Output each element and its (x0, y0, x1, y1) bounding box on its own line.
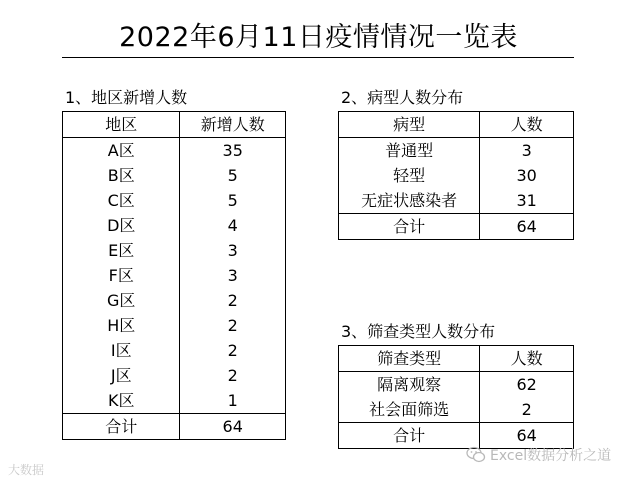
total-row (63, 414, 286, 440)
table-row (63, 263, 286, 288)
region-cell: A区 (63, 138, 180, 164)
count-cell: 3 (180, 238, 286, 263)
count-cell: 3 (480, 138, 574, 164)
total-value: 64 (480, 423, 574, 449)
region-cell: E区 (63, 238, 180, 263)
table-header-row (339, 346, 574, 372)
count-cell: 62 (480, 372, 574, 398)
region-cell: H区 (63, 313, 180, 338)
case-type-table (338, 111, 574, 240)
column-header: 筛查类型 (339, 346, 480, 372)
table-row (63, 388, 286, 414)
count-cell: 35 (180, 138, 286, 164)
count-cell: 3 (180, 263, 286, 288)
count-cell: 2 (180, 313, 286, 338)
table-row (63, 188, 286, 213)
count-cell: 31 (480, 188, 574, 214)
region-cell: J区 (63, 363, 180, 388)
count-cell: 2 (180, 288, 286, 313)
table-row (63, 163, 286, 188)
count-cell: 2 (480, 397, 574, 423)
total-row (339, 214, 574, 240)
region-table (62, 111, 286, 440)
total-label: 合计 (339, 214, 480, 240)
region-cell: D区 (63, 213, 180, 238)
total-value: 64 (180, 414, 286, 440)
table-row (339, 372, 574, 398)
table-row (63, 313, 286, 338)
table-row (63, 288, 286, 313)
region-cell: K区 (63, 388, 180, 414)
case-type-cell: 普通型 (339, 138, 480, 164)
region-cell: F区 (63, 263, 180, 288)
region-cell: B区 (63, 163, 180, 188)
table-row (339, 138, 574, 164)
region-cell: C区 (63, 188, 180, 213)
table-row (339, 397, 574, 423)
case-type-cell: 轻型 (339, 163, 480, 188)
table-header-row (63, 112, 286, 138)
column-header: 人数 (480, 346, 574, 372)
table-row (63, 138, 286, 164)
count-cell: 2 (180, 338, 286, 363)
table-row (63, 363, 286, 388)
watermark-right-text: Excel数据分析之道 (490, 448, 612, 464)
count-cell: 4 (180, 213, 286, 238)
case-type-cell: 无症状感染者 (339, 188, 480, 214)
table-row (63, 238, 286, 263)
region-cell: I区 (63, 338, 180, 363)
screening-type-cell: 隔离观察 (339, 372, 480, 398)
wechat-icon (466, 446, 486, 464)
watermark-right (466, 445, 611, 465)
table-row (63, 338, 286, 363)
table-row (63, 213, 286, 238)
screening-table (338, 345, 574, 449)
column-header: 人数 (480, 112, 574, 138)
count-cell: 2 (180, 363, 286, 388)
count-cell: 1 (180, 388, 286, 414)
section-title-screening: 3、筛查类型人数分布 (341, 322, 496, 341)
watermark-left: 大数据 (8, 463, 45, 477)
table-row (339, 163, 574, 188)
total-label: 合计 (339, 423, 480, 449)
count-cell: 30 (480, 163, 574, 188)
region-cell: G区 (63, 288, 180, 313)
section-title-region: 1、地区新增人数 (65, 88, 188, 107)
total-label: 合计 (63, 414, 180, 440)
table-header-row (339, 112, 574, 138)
column-header: 病型 (339, 112, 480, 138)
count-cell: 5 (180, 188, 286, 213)
column-header: 新增人数 (180, 112, 286, 138)
title-underline (62, 57, 574, 58)
total-value: 64 (480, 214, 574, 240)
screening-type-cell: 社会面筛选 (339, 397, 480, 423)
page-title: 2022年6月11日疫情情况一览表 (119, 22, 518, 53)
column-header: 地区 (63, 112, 180, 138)
section-title-case-type: 2、病型人数分布 (341, 88, 464, 107)
count-cell: 5 (180, 163, 286, 188)
table-row (339, 188, 574, 214)
